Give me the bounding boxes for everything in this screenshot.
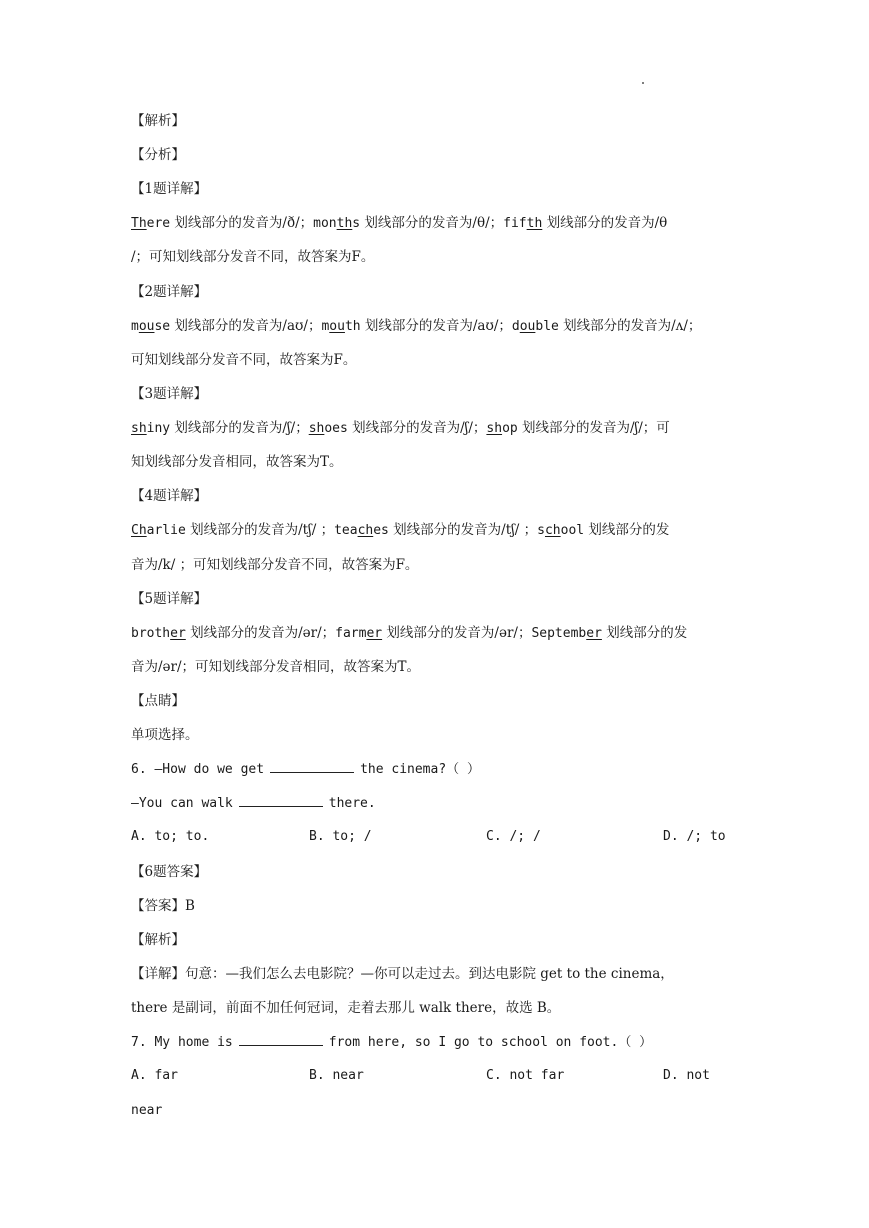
q5-explanation-line1: brother 划线部分的发音为/ər/；farmer 划线部分的发音为/ər/；September 划线部分的发: [131, 625, 688, 641]
section-heading-danxiang: 单项选择。: [131, 727, 199, 743]
q7-option-d: D. not: [663, 1068, 710, 1083]
q2-title: 【2题详解】: [131, 284, 208, 300]
q2-explanation-line1: mouse 划线部分的发音为/aʊ/；mouth 划线部分的发音为/aʊ/；double 划线部分的发音为/ʌ/；: [131, 318, 702, 334]
q7-option-b: B. near: [309, 1068, 364, 1083]
q3-explanation-line2: 知划线部分发音相同，故答案为T。: [131, 454, 343, 470]
q7-stem: 7. My home is from here, so I go to school on foot.（ ）: [131, 1035, 653, 1050]
section-heading-fenxi: 【分析】: [131, 147, 185, 163]
section-heading-jiexi: 【解析】: [131, 113, 185, 129]
q4-explanation-line1: Charlie 划线部分的发音为/tʃ/ ；teaches 划线部分的发音为/tʃ/ ；school 划线部分的发: [131, 522, 670, 538]
q6-option-b: B. to; /: [309, 829, 372, 844]
q6-option-a: A. to; to.: [131, 829, 210, 844]
q5-title: 【5题详解】: [131, 591, 208, 607]
section-heading-dianjing: 【点睛】: [131, 693, 185, 709]
page-mark-dot: [642, 82, 644, 84]
q6-detail-line2: there 是副词，前面不加任何冠词，走着去那儿 walk there，故选 B。: [131, 1000, 561, 1016]
q6-stem-line2: —You can walk there.: [131, 796, 376, 811]
q6-jiexi-heading: 【解析】: [131, 932, 185, 948]
q1-title: 【1题详解】: [131, 181, 208, 197]
q6-option-d: D. /; to: [663, 829, 726, 844]
q5-explanation-line2: 音为/ər/；可知划线部分发音相同，故答案为T。: [131, 659, 421, 675]
q6-detail-line1: 【详解】句意：—我们怎么去电影院？—你可以走过去。到达电影院 get to the cinema，: [131, 966, 674, 982]
q6-stem: 6. —How do we get the cinema?（ ）: [131, 762, 480, 777]
q6-answer-title: 【6题答案】: [131, 864, 208, 880]
q7-blank: [239, 1033, 323, 1046]
q6-option-c: C. /; /: [486, 829, 541, 844]
q1-explanation-line2: /；可知划线部分发音不同，故答案为F。: [131, 249, 375, 265]
q4-explanation-line2: 音为/k/ ；可知划线部分发音不同，故答案为F。: [131, 557, 419, 573]
q1-explanation-line1: There 划线部分的发音为/ð/；months 划线部分的发音为/θ/；fifth 划线部分的发音为/θ: [131, 215, 668, 231]
q7-option-a: A. far: [131, 1068, 178, 1083]
q6-blank-2: [239, 794, 323, 807]
q7-option-c: C. not far: [486, 1068, 565, 1083]
q3-title: 【3题详解】: [131, 386, 208, 402]
q6-answer: 【答案】B: [131, 898, 195, 914]
q6-blank-1: [270, 760, 354, 773]
q2-explanation-line2: 可知划线部分发音不同，故答案为F。: [131, 352, 357, 368]
q7-option-d-continuation: near: [131, 1103, 163, 1118]
q3-explanation-line1: shiny 划线部分的发音为/ʃ/；shoes 划线部分的发音为/ʃ/；shop 划线部分的发音为/ʃ/；可: [131, 420, 670, 436]
q4-title: 【4题详解】: [131, 488, 208, 504]
